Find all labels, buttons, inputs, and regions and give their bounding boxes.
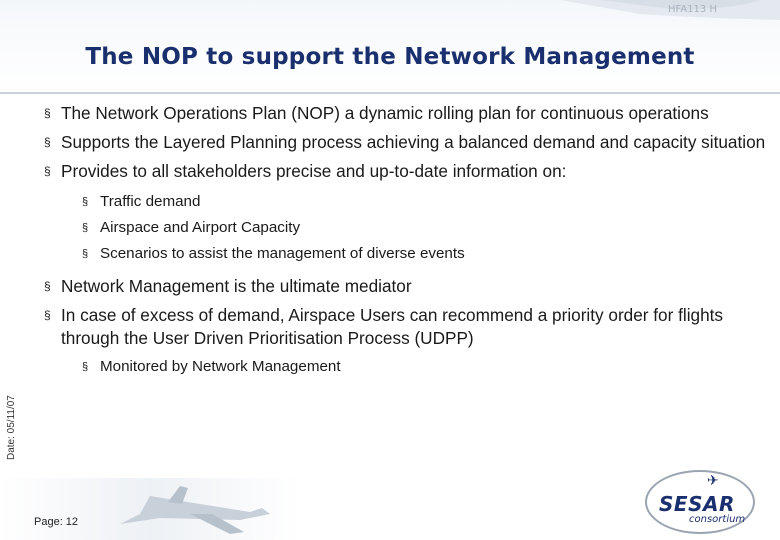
bullet-item [44,160,774,183]
sub-bullet-list [44,191,774,265]
bullet-text: The Network Operations Plan (NOP) a dynamic rolling plan for continuous operations [61,103,709,123]
bullet-text: Network Management is the ultimate mediator [61,276,412,296]
slide-body [44,102,774,382]
bullet-text: In case of excess of demand, Airspace Users can recommend a priority order for flights through the User Driven Prioritisation Process (UDPP) [61,305,724,348]
bullet-marker-icon: § [44,106,51,120]
sub-bullet-text: Traffic demand [100,193,201,210]
bullet-marker-icon: § [82,361,89,373]
bullet-item [44,131,774,154]
bullet-item [44,304,774,350]
bullet-marker-icon: § [82,248,89,260]
banner-tail-text: HFA113 H [668,4,717,15]
bullet-marker-icon: § [82,222,89,234]
bullet-marker-icon: § [44,308,51,322]
airplane-icon: ✈ [707,472,719,488]
bullet-marker-icon: § [82,196,89,208]
sub-bullet-item [44,191,774,213]
bullet-marker-icon: § [44,279,51,293]
sub-bullet-list [44,356,774,378]
bullet-marker-icon: § [44,135,51,149]
sub-bullet-item [44,217,774,239]
bullet-text: Provides to all stakeholders precise and up-to-date information on: [61,161,567,181]
page-title: The NOP to support the Network Management [85,44,695,70]
date-label: Date: 05/11/07 [6,395,17,460]
bullet-marker-icon: § [44,164,51,178]
sub-bullet-item [44,356,774,378]
title-divider [0,92,780,94]
sub-bullet-item [44,243,774,265]
page-number: Page: 12 [34,516,79,528]
sesar-logo [645,470,765,536]
sub-bullet-text: Monitored by Network Management [100,358,341,375]
sub-bullet-text: Scenarios to assist the management of diverse events [100,245,465,262]
bullet-item [44,275,774,298]
bullet-item [44,102,774,125]
logo-name: SESAR [659,492,735,516]
sub-bullet-text: Airspace and Airport Capacity [100,219,301,236]
bullet-text: Supports the Layered Planning process achieving a balanced demand and capacity situation [61,132,766,152]
logo-subtitle: consortium [689,514,746,525]
